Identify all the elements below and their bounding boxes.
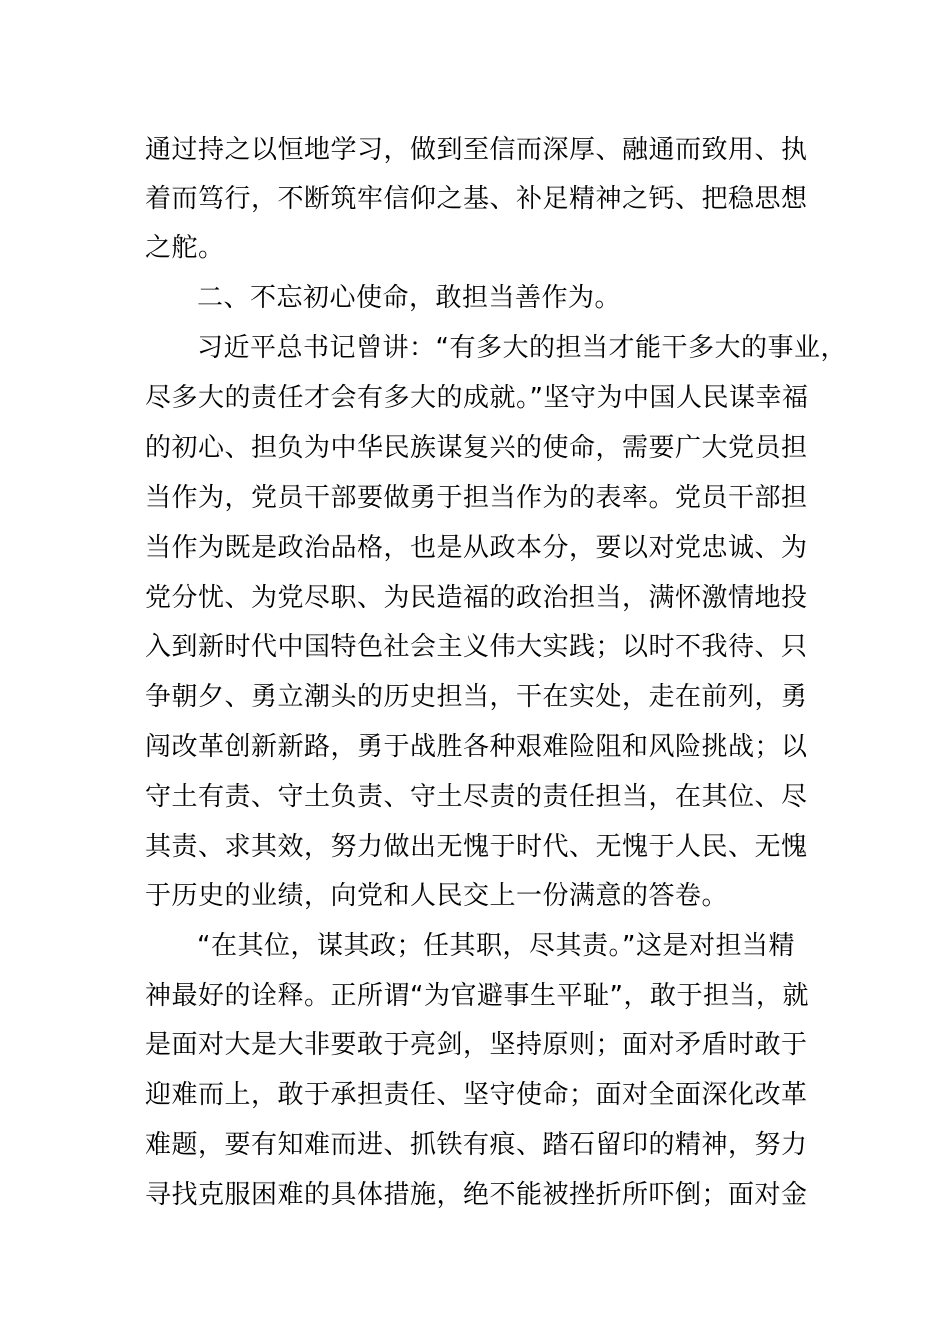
text-line: 着而笃行，不断筑牢信仰之基、补足精神之钙、把稳思想 <box>145 184 808 214</box>
text-line: 守土有责、守土负责、守土尽责的责任担当，在其位、尽 <box>145 782 808 812</box>
text-line: 争朝夕、勇立潮头的历史担当，干在实处，走在前列，勇 <box>145 682 808 712</box>
text-line: 入到新时代中国特色社会主义伟大实践；以时不我待、只 <box>145 632 808 662</box>
text-line: 迎难而上，敢于承担责任、坚守使命；面对全面深化改革 <box>145 1080 808 1110</box>
text-line: 于历史的业绩，向党和人民交上一份满意的答卷。 <box>145 881 729 911</box>
text-line: 是面对大是大非要敢于亮剑，坚持原则；面对矛盾时敢于 <box>145 1030 808 1060</box>
text-line: 的初心、担负为中华民族谋复兴的使命，需要广大党员担 <box>145 433 808 463</box>
text-line: 闯改革创新新路，勇于战胜各种艰难险阻和风险挑战；以 <box>145 732 808 762</box>
text-line: 寻找克服困难的具体措施，绝不能被挫折所吓倒；面对金 <box>145 1180 808 1210</box>
text-line: 其责、求其效，努力做出无愧于时代、无愧于人民、无愧 <box>145 832 808 862</box>
text-line: 习近平总书记曾讲：“有多大的担当才能干多大的事业， <box>197 333 847 363</box>
text-line: “在其位，谋其政；任其职，尽其责。”这是对担当精 <box>197 931 795 961</box>
text-line: 通过持之以恒地学习，做到至信而深厚、融通而致用、执 <box>145 135 808 165</box>
text-line: 难题，要有知难而进、抓铁有痕、踏石留印的精神，努力 <box>145 1130 808 1160</box>
text-line: 当作为，党员干部要做勇于担当作为的表率。党员干部担 <box>145 483 808 513</box>
text-line: 神最好的诠释。正所谓“为官避事生平耻”，敢于担当，就 <box>145 981 809 1011</box>
text-line: 党分忧、为党尽职、为民造福的政治担当，满怀激情地投 <box>145 583 808 613</box>
text-line: 当作为既是政治品格，也是从政本分，要以对党忠诚、为 <box>145 533 808 563</box>
section-heading: 二、不忘初心使命，敢担当善作为。 <box>197 283 622 313</box>
text-line: 之舵。 <box>145 233 225 263</box>
text-line: 尽多大的责任才会有多大的成就。”坚守为中国人民谋幸福 <box>145 383 809 413</box>
